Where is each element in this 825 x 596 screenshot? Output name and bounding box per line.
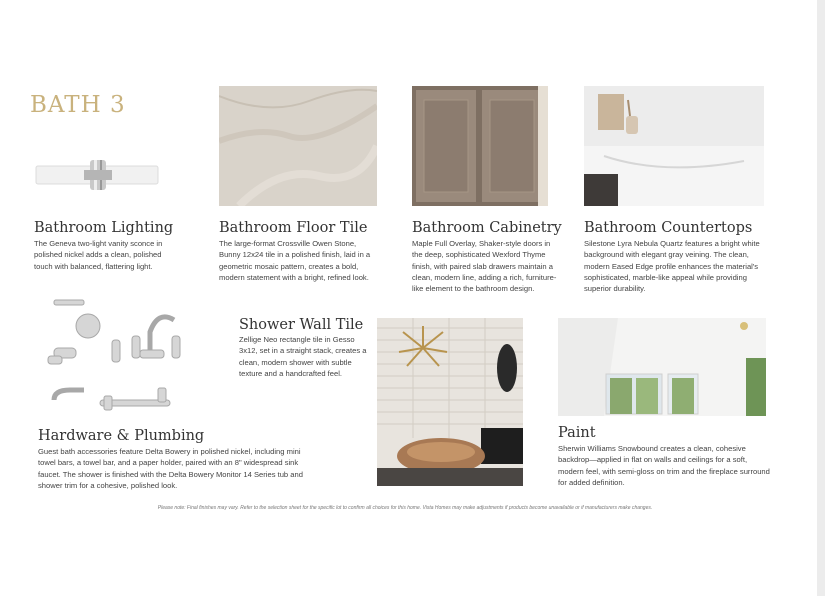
paint-room-image	[558, 318, 766, 416]
cabinetry-heading: Bathroom Cabinetry	[412, 220, 562, 236]
floor-tile-description: The large-format Crossville Owen Stone, Bunny 12x24 tile in a polished finish, laid in a geometric mosaic pattern, creates a bold, modern statement with a bright, refined look.	[219, 239, 371, 282]
floor-tile-image	[219, 86, 377, 206]
hardware-description: Guest bath accessories feature Delta Bowery in polished nickel, including mini towel bars, a towel bar, and a paper holder, paired with an 8" widespread sink faucet. The shower is finished with the Delta Bowery Monitor 14 Series tub and shower trim for a cohesive, polished look.	[38, 447, 303, 490]
hardware-heading: Hardware & Plumbing	[38, 428, 205, 444]
cabinetry-image	[412, 86, 548, 206]
paint-description: Sherwin Williams Snowbound creates a clean, cohesive backdrop—applied in flat on walls and ceilings for a soft, modern feel, with semi-gloss on trim and the fireplace surround for added definition.	[558, 444, 770, 487]
shower-wall-tile-image	[377, 318, 523, 486]
shower-tile-description: Zellige Neo rectangle tile in Gesso 3x12, set in a straight stack, creates a clean, modern shower with subtle texture and a handcrafted feel.	[239, 335, 367, 378]
shower-tile-heading: Shower Wall Tile	[239, 317, 364, 333]
countertop-image	[584, 86, 764, 206]
countertops-heading: Bathroom Countertops	[584, 220, 753, 236]
plumbing-fixtures-image	[40, 296, 190, 420]
page-edge-shadow	[817, 0, 825, 596]
finishes-disclaimer: Please note: Final finishes may vary. Refer to the selection sheet for the specific lot to confirm all choices for this home. Vista Homes may make adjustments if products become unavailable or if manufacturers make changes.	[157, 505, 653, 511]
countertops-description: Silestone Lyra Nebula Quartz features a bright white background with elegant gray veining. The clean, modern Eased Edge profile enhances the material's sophisticated, marble-like appeal while providing superior durability.	[584, 239, 760, 294]
cabinetry-description: Maple Full Overlay, Shaker-style doors in the deep, sophisticated Wexford Thyme finish, with paired slab drawers maintain a clean, modern line, adding a rich, furniture-like element to the bathroom design.	[412, 239, 557, 294]
page-title: BATH 3	[30, 92, 126, 118]
lighting-heading: Bathroom Lighting	[34, 220, 174, 236]
paint-heading: Paint	[558, 425, 596, 441]
lighting-description: The Geneva two-light vanity sconce in polished nickel adds a clean, polished touch with balanced, flattering light.	[34, 239, 163, 271]
floor-tile-heading: Bathroom Floor Tile	[219, 220, 368, 236]
vanity-sconce-image	[34, 158, 160, 192]
